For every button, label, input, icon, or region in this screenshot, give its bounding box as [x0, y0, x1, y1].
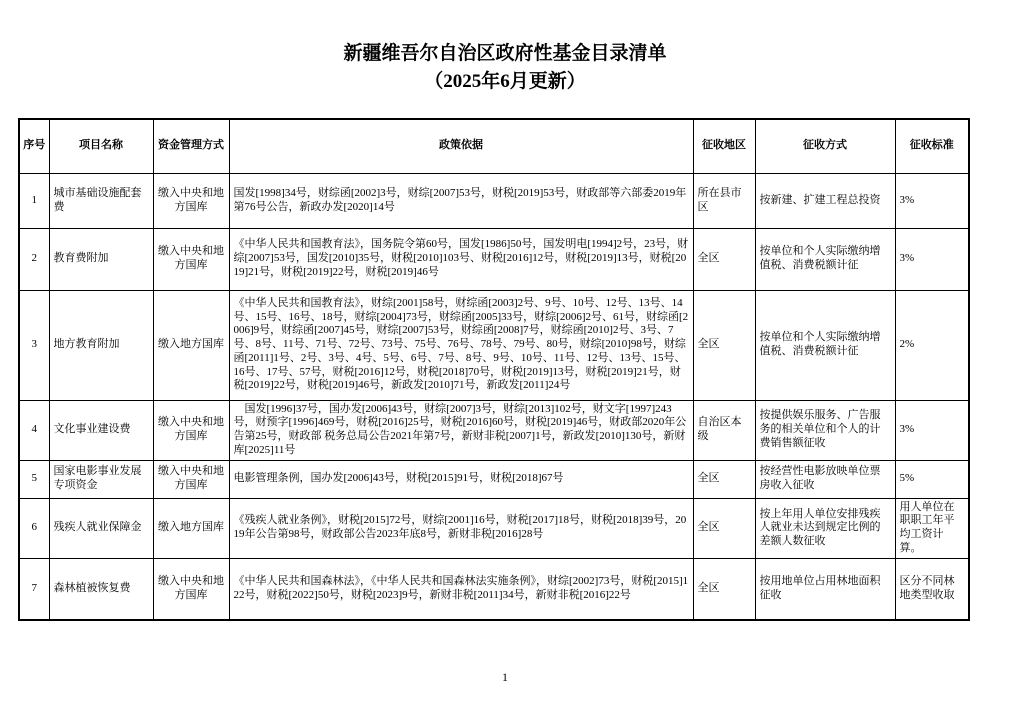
header-policy: 政策依据 — [229, 119, 693, 173]
table-row — [19, 498, 969, 558]
page-title-line1: 新疆维吾尔自治区政府性基金目录清单 — [343, 43, 667, 64]
cell-method: 按新建、扩建工程总投资 — [755, 173, 895, 228]
table-row — [19, 173, 969, 228]
cell-standard: 区分不同林地类型收取 — [895, 558, 969, 620]
table-row — [19, 228, 969, 290]
cell-project-name: 城市基础设施配套费 — [49, 173, 153, 228]
page-title-line2: （2025年6月更新） — [424, 71, 586, 92]
header-method: 征收方式 — [755, 119, 895, 173]
cell-method: 按用地单位占用林地面积征收 — [755, 558, 895, 620]
cell-management: 缴入中央和地方国库 — [153, 460, 229, 498]
cell-standard: 3% — [895, 173, 969, 228]
cell-project-name: 残疾人就业保障金 — [49, 498, 153, 558]
cell-region: 自治区本级 — [693, 400, 755, 460]
cell-region: 全区 — [693, 558, 755, 620]
cell-seq: 3 — [19, 290, 49, 400]
cell-standard: 2% — [895, 290, 969, 400]
cell-standard: 5% — [895, 460, 969, 498]
cell-management: 缴入地方国库 — [153, 498, 229, 558]
cell-standard: 3% — [895, 400, 969, 460]
cell-method: 按单位和个人实际缴纳增值税、消费税额计征 — [755, 290, 895, 400]
cell-management: 缴入中央和地方国库 — [153, 558, 229, 620]
table-row — [19, 558, 969, 620]
cell-policy: 《中华人民共和国教育法》，财综[2001]58号，财综函[2003]2号、9号、10号、12号、13号、14号、15号、16号、18号，财综[2004]73号，财综函[2005]33号，财综[2006]2号、61号，财综函[2006]9号，财综函[2007]45号，财综[2007]53号，财综函[2008]7号，财综函[2010]2号、3号、7号、8号、11号、71号、72号、73号、75号、76号、78号、79号、80号，财综[2010]98号，财综函[2011]1号、2号、3号、4号、5号、6号、7号、8号、9号、10号、11号、12号、13号、15号、16号、17号、57号，财税[2016]12号，财税[2018]70号，财税[2019]13号，财税[2019]21号，财税[2019]22号，财税[2019]46号，新政发[2010]71号，新政发[2011]24号 — [229, 290, 693, 400]
cell-seq: 1 — [19, 173, 49, 228]
cell-seq: 5 — [19, 460, 49, 498]
cell-policy: 国发[1996]37号，国办发[2006]43号，财综[2007]3号，财综[2013]102号，财文字[1997]243号，财预字[1996]469号，财税[2016]25号，财税[2016]60号，财税[2019]46号，财政部2020年公告第25号，财政部 税务总局公告2021年第7号，新财非税[2007]1号，新政发[2010]130号，新财库[2025]11号 — [229, 400, 693, 460]
page-number: 1 — [502, 670, 508, 684]
header-region: 征收地区 — [693, 119, 755, 173]
table-header-row — [19, 119, 969, 173]
cell-policy: 《中华人民共和国教育法》，国务院令第60号，国发[1986]50号，国发明电[1994]2号，23号，财综[2007]53号，国发[2010]35号，财税[2010]103号、财税[2016]12号，财税[2019]13号，财税[2019]21号，财税[2019]22号，财税[2019]46号 — [229, 228, 693, 290]
table-row — [19, 400, 969, 460]
cell-seq: 4 — [19, 400, 49, 460]
header-standard: 征收标准 — [895, 119, 969, 173]
cell-seq: 6 — [19, 498, 49, 558]
cell-project-name: 森林植被恢复费 — [49, 558, 153, 620]
table-row — [19, 460, 969, 498]
table-row — [19, 290, 969, 400]
cell-region: 全区 — [693, 460, 755, 498]
header-management: 资金管理方式 — [153, 119, 229, 173]
cell-management: 缴入地方国库 — [153, 290, 229, 400]
cell-management: 缴入中央和地方国库 — [153, 228, 229, 290]
header-name: 项目名称 — [49, 119, 153, 173]
header-seq: 序号 — [19, 119, 49, 173]
cell-method: 按提供娱乐服务、广告服务的相关单位和个人的计费销售额征收 — [755, 400, 895, 460]
cell-policy: 国发[1998]34号，财综函[2002]3号，财综[2007]53号，财税[2019]53号，财政部等六部委2019年第76号公告，新政办发[2020]14号 — [229, 173, 693, 228]
cell-management: 缴入中央和地方国库 — [153, 173, 229, 228]
cell-policy: 《中华人民共和国森林法》，《中华人民共和国森林法实施条例》，财综[2002]73号，财税[2015]122号，财税[2022]50号，财税[2023]9号，新财非税[2011]34号，新财非税[2016]22号 — [229, 558, 693, 620]
cell-region: 所在县市区 — [693, 173, 755, 228]
cell-region: 全区 — [693, 498, 755, 558]
cell-policy: 电影管理条例，国办发[2006]43号，财税[2015]91号，财税[2018]67号 — [229, 460, 693, 498]
cell-project-name: 文化事业建设费 — [49, 400, 153, 460]
cell-seq: 7 — [19, 558, 49, 620]
cell-method: 按单位和个人实际缴纳增值税、消费税额计征 — [755, 228, 895, 290]
cell-seq: 2 — [19, 228, 49, 290]
cell-method: 按经营性电影放映单位票房收入征收 — [755, 460, 895, 498]
cell-project-name: 教育费附加 — [49, 228, 153, 290]
cell-standard: 用人单位在职职工年平均工资计算。 — [895, 498, 969, 558]
cell-project-name: 国家电影事业发展专项资金 — [49, 460, 153, 498]
cell-region: 全区 — [693, 290, 755, 400]
cell-management: 缴入中央和地方国库 — [153, 400, 229, 460]
cell-standard: 3% — [895, 228, 969, 290]
fund-directory-table — [18, 118, 970, 621]
page-title — [0, 40, 1010, 96]
cell-project-name: 地方教育附加 — [49, 290, 153, 400]
cell-region: 全区 — [693, 228, 755, 290]
cell-method: 按上年用人单位安排残疾人就业未达到规定比例的差额人数征收 — [755, 498, 895, 558]
cell-policy: 《残疾人就业条例》，财税[2015]72号，财综[2001]16号，财税[2017]18号，财税[2018]39号，2019年公告第98号，财政部公告2023年底8号，新财非税[2016]28号 — [229, 498, 693, 558]
